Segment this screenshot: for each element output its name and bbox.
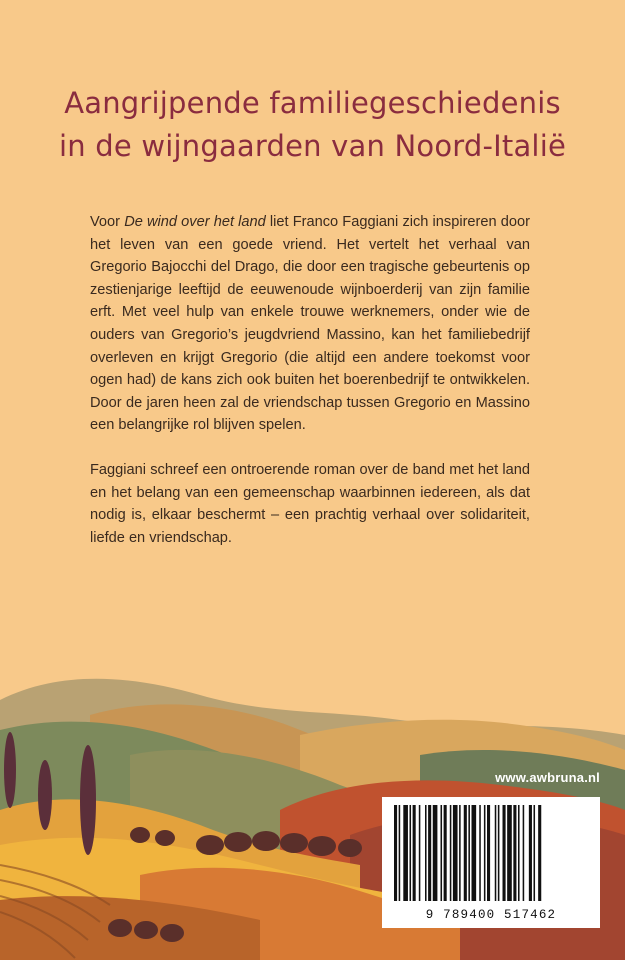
publisher-url: www.awbruna.nl — [495, 770, 600, 785]
blurb-rest: liet Franco Faggiani zich inspireren door het leven van een goede vriend. Het vertelt het verhaal van Gregorio Bajocchi del Drago, die door een tragische gebeurtenis op zestienjarige leeftijd de eeuwenoude wijnboerderij van zijn familie erft. Met veel hulp van enkele trouwe werknemers, onder wie de ouders van Gregorio’s jeugdvriend Massino, kan het familiebedrijf overleven en krijgt Gregorio (die altijd een andere toekomst voor ogen had) de kans zich ook buiten het boerenbedrijf te ontwikkelen. Door de jaren heen zal de vriendschap tussen Gregorio en Massino een belangrijke rol blijven spelen. — [90, 214, 531, 434]
book-title-italic: De wind over het land — [124, 214, 266, 230]
barcode-bar — [394, 805, 397, 901]
barcode-bar — [419, 805, 421, 901]
blurb-paragraph-1 — [90, 211, 530, 437]
barcode-bar — [453, 805, 458, 901]
isbn-number: 9 789400 517462 — [425, 908, 557, 922]
barcode-bar — [464, 805, 467, 901]
barcode-bar — [513, 805, 516, 901]
barcode-bar — [441, 805, 443, 901]
barcode-bar — [538, 805, 541, 901]
barcode-bar — [487, 805, 490, 901]
blurb-lead: Voor — [90, 214, 125, 230]
barcode-bar — [484, 805, 486, 901]
barcode-bar — [425, 805, 427, 901]
barcode-bar — [479, 805, 481, 901]
blurb — [90, 211, 530, 571]
barcode-bar — [498, 805, 500, 901]
barcode-bar — [450, 805, 452, 901]
barcode-bar — [444, 805, 447, 901]
barcode-bar — [410, 805, 412, 901]
barcode-bar — [523, 805, 525, 901]
barcode-bar — [503, 805, 506, 901]
barcode-bar — [518, 805, 520, 901]
barcode-bar — [507, 805, 512, 901]
barcode-bar — [433, 805, 438, 901]
headline — [0, 82, 625, 168]
barcode-bar — [529, 805, 532, 901]
headline-line-2: in de wijngaarden van Noord-Italië — [59, 129, 566, 163]
barcode-bar — [413, 805, 416, 901]
barcode-bar — [403, 805, 408, 901]
barcode-bar — [534, 805, 536, 901]
isbn-barcode — [382, 797, 600, 928]
barcode-bars — [392, 805, 590, 903]
barcode-bar — [468, 805, 470, 901]
barcode-bar — [495, 805, 497, 901]
headline-line-1: Aangrijpende familiegeschiedenis — [64, 86, 561, 120]
barcode-bar — [428, 805, 431, 901]
blurb-paragraph-2: Faggiani schreef een ontroerende roman over de band met het land en het belang van een gemeenschap waarbinnen iedereen, als dat nodig is, elkaar beschermt – een prachtig verhaal over solidariteit, liefde en vriendschap. — [90, 461, 530, 546]
barcode-bar — [459, 805, 461, 901]
barcode-bar — [399, 805, 401, 901]
barcode-bar — [472, 805, 477, 901]
